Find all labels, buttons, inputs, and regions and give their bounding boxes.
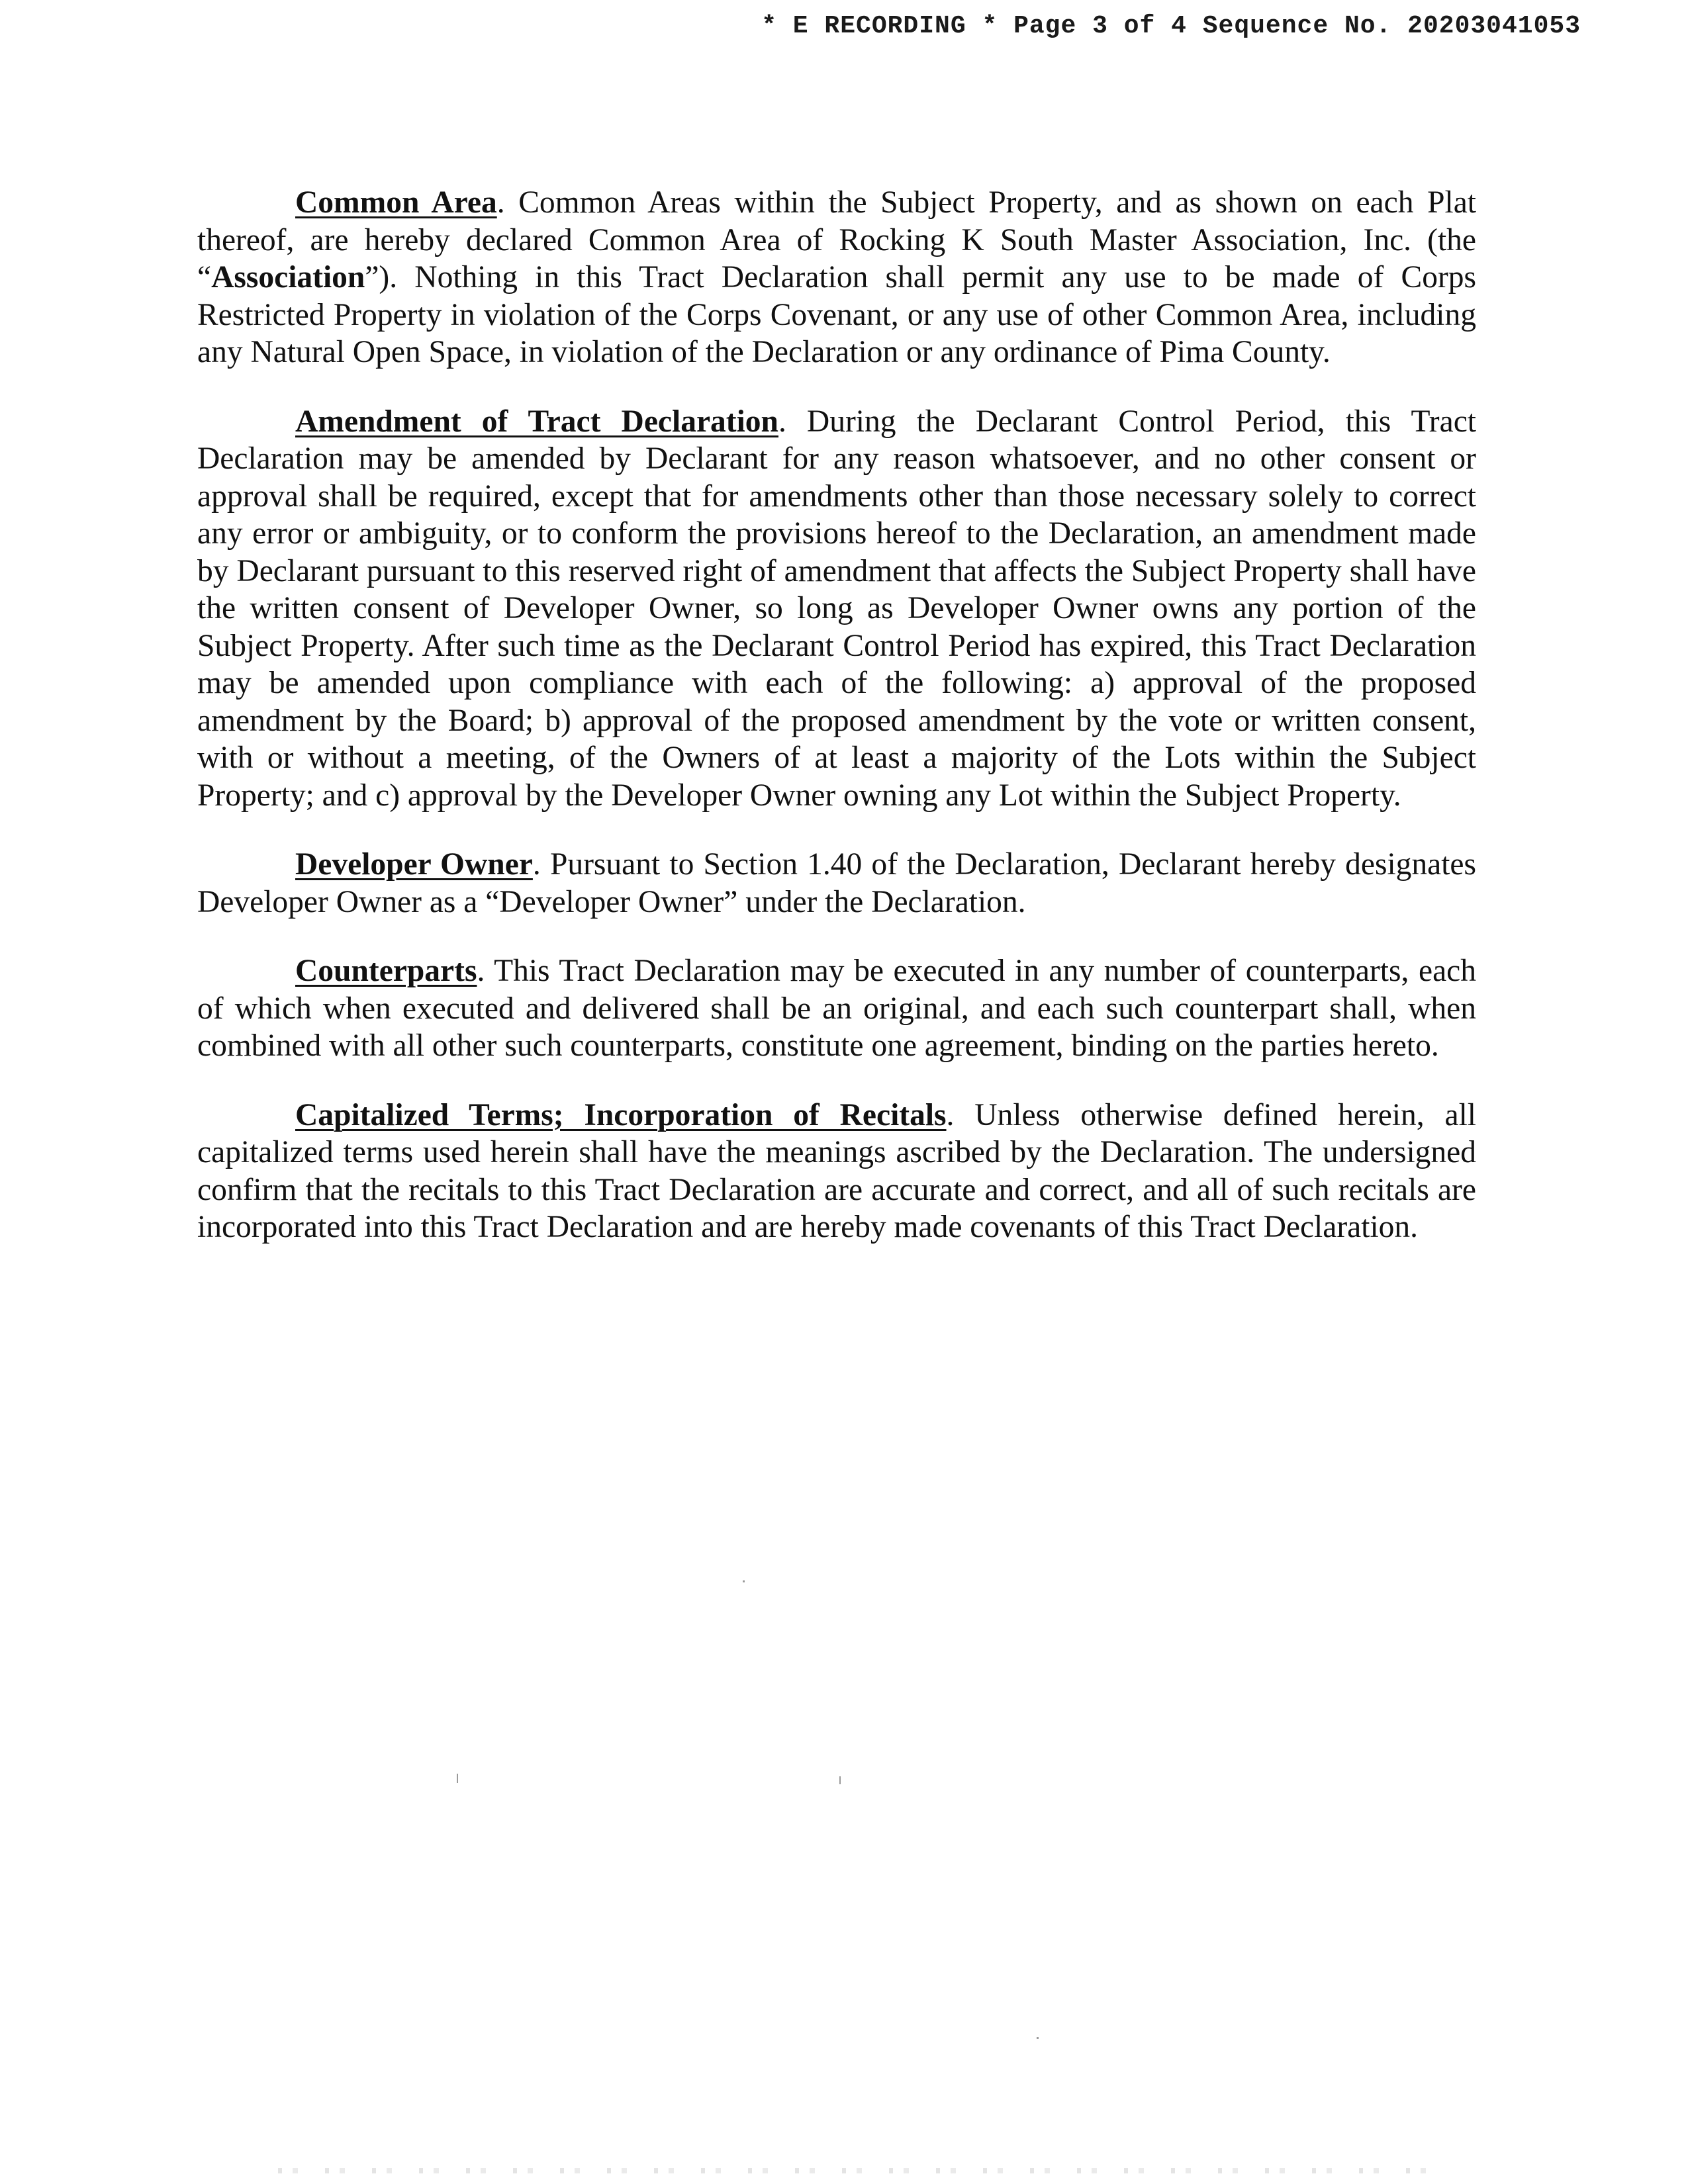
scan-speck [839, 1776, 841, 1784]
scan-speck [1037, 2037, 1039, 2039]
section-heading: Common Area [295, 185, 497, 220]
scan-noise [278, 2168, 1443, 2173]
defined-term: Association [211, 260, 365, 295]
document-body [197, 184, 1476, 1278]
section-developer-owner [197, 846, 1476, 921]
recording-header: * E RECORDING * Page 3 of 4 Sequence No. 20203041053 [761, 12, 1581, 40]
scan-speck [743, 1580, 745, 1582]
section-heading: Amendment of Tract Declaration [295, 404, 778, 439]
section-text: ”). Nothing in this Tract Declaration shall permit any use to be made of Corps Restricted Property in violation of the Corps Covenant, or any use of other Common Area, including any Natural Open Space, in violation of the Declaration or any ordinance of Pima County. [197, 260, 1476, 369]
section-text: . Common Areas within the Subject Property, and as shown on each Plat thereof, are hereby declared Common Area of Rocking K South Master Association, Inc. (the “ [197, 185, 1476, 295]
section-heading: Capitalized Terms; Incorporation of Recitals [295, 1097, 947, 1132]
section-common-area [197, 184, 1476, 371]
section-amendment [197, 403, 1476, 815]
section-text: . This Tract Declaration may be executed in any number of counterparts, each of which when executed and delivered shall be an original, and each such counterpart shall, when combined with all other such counterparts, constitute one agreement, binding on the parties hereto. [197, 954, 1476, 1063]
section-text: . Unless otherwise defined herein, all capitalized terms used herein shall have the meanings ascribed by the Declaration. The undersigned confirm that the recitals to this Tract Declaration are accurate and correct, and all of such recitals are incorporated into this Tract Declaration and are hereby made covenants of this Tract Declaration. [197, 1097, 1476, 1244]
section-counterparts [197, 952, 1476, 1065]
scan-speck [457, 1774, 458, 1783]
section-text: . During the Declarant Control Period, this Tract Declaration may be amended by Declarant for any reason whatsoever, and no other consent or approval shall be required, except that for amendments other than those necessary solely to correct any error or ambiguity, or to conform the provisions hereof to the Declaration, an amendment made by Declarant pursuant to this reserved right of amendment that affects the Subject Property shall have the written consent of Developer Owner, so long as Developer Owner owns any portion of the Subject Property. After such time as the Declarant Control Period has expired, this Tract Declaration may be amended upon compliance with each of the following: a) approval of the proposed amendment by the Board; b) approval of the proposed amendment by the vote or written consent, with or without a meeting, of the Owners of at least a majority of the Lots within the Subject Property; and c) approval by the Developer Owner owning any Lot within the Subject Property. [197, 404, 1476, 813]
section-text: . Pursuant to Section 1.40 of the Declaration, Declarant hereby designates Developer Owner as a “Developer Owner” under the Declaration. [197, 847, 1476, 919]
section-heading: Developer Owner [295, 847, 533, 882]
section-capitalized-terms [197, 1097, 1476, 1246]
section-heading: Counterparts [295, 954, 477, 988]
